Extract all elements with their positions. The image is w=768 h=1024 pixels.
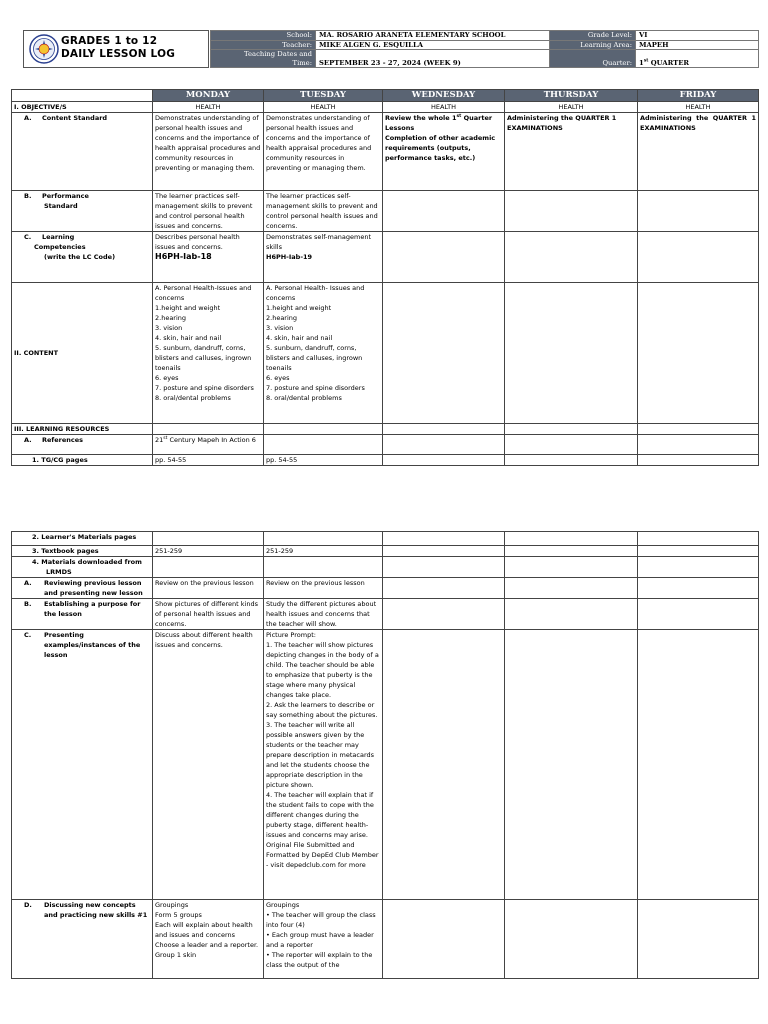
dates-value: SEPTEMBER 23 - 27, 2024 (WEEK 9) [316, 50, 550, 68]
textbook-pages-tuesday: 251-259 [264, 546, 383, 557]
day-header-blank [12, 90, 153, 102]
school-info-table [210, 30, 759, 68]
tg-pages-tuesday: pp. 54-55 [264, 455, 383, 466]
content-label: II. CONTENT [12, 283, 153, 424]
discussing-label: D. Discussing new concepts and practicing new skills #1 [12, 900, 153, 979]
textbook-pages-label: 3. Textbook pages [12, 546, 153, 557]
content-standard-tuesday: Demonstrates understanding of personal health issues and concerns and the importance of health appraisal procedures and community resources in preventing or managing them. [264, 113, 383, 191]
subject-friday: HEALTH [638, 102, 759, 113]
tg-pages-monday: pp. 54-55 [153, 455, 264, 466]
purpose-monday: Show pictures of different kinds of personal health issues and concerns. [153, 599, 264, 630]
content-standard-friday: Administering the QUARTER 1 EXAMINATIONS [638, 113, 759, 191]
presenting-label: C. Presenting examples/instances of the lesson [12, 630, 153, 900]
lesson-log-table-page1 [11, 89, 759, 466]
textbook-pages-monday: 251-259 [153, 546, 264, 557]
grade-label: Grade Level: [550, 31, 636, 41]
header-title-line2: DAILY LESSON LOG [61, 48, 176, 60]
quarter-value: 1st QUARTER [636, 50, 759, 68]
content-standard-monday: Demonstrates understanding of personal health issues and concerns and the importance of health appraisal procedures and community resources in preventing or managing them. [153, 113, 264, 191]
area-label: Learning Area: [550, 40, 636, 50]
references-wednesday [383, 435, 505, 455]
content-wednesday [383, 283, 505, 424]
subject-tuesday: HEALTH [264, 102, 383, 113]
day-header-wednesday: WEDNESDAY [383, 90, 505, 102]
purpose-label: B. Establishing a purpose for the lesson [12, 599, 153, 630]
review-label: A. Reviewing previous lesson and presenting new lesson [12, 578, 153, 599]
content-standard-thursday: Administering the QUARTER 1 EXAMINATIONS [505, 113, 638, 191]
objectives-label: I. OBJECTIVE/S [12, 102, 153, 113]
quarter-label: Quarter: [550, 50, 636, 68]
day-header-tuesday: TUESDAY [264, 90, 383, 102]
day-header-friday: FRIDAY [638, 90, 759, 102]
lm-pages-label: 2. Learner's Materials pages [12, 532, 153, 546]
discussing-monday: Groupings Form 5 groups Each will explain about health and issues and concerns Choose a leader and a reporter. Group 1 skin [153, 900, 264, 979]
subject-wednesday: HEALTH [383, 102, 505, 113]
day-header-monday: MONDAY [153, 90, 264, 102]
lesson-log-table-page2 [11, 531, 759, 979]
content-standard-wednesday: Review the whole 1st Quarter Lessons Completion of other academic requirements (outputs, performance tasks, etc.) [383, 113, 505, 191]
content-tuesday: A. Personal Health- Issues and concerns 1.height and weight 2.hearing 3. vision 4. skin, hair and nail 5. sunburn, dandruff, corns, blisters and calluses, ingrown toenails 6. eyes 7. posture and spine disorders 8. oral/dental problems [264, 283, 383, 424]
school-value: MA. ROSARIO ARANETA ELEMENTARY SCHOOL [316, 31, 550, 41]
lrmds-label: 4. Materials downloaded from LRMDS [12, 557, 153, 578]
teacher-value: MIKE ALGEN G. ESQUILLA [316, 40, 550, 50]
purpose-tuesday: Study the different pictures about health issues and concerns that the teacher will show. [264, 599, 383, 630]
review-tuesday: Review on the previous lesson [264, 578, 383, 599]
competencies-friday [638, 232, 759, 283]
presenting-monday: Discuss about different health issues and concerns. [153, 630, 264, 900]
subject-monday: HEALTH [153, 102, 264, 113]
subject-thursday: HEALTH [505, 102, 638, 113]
performance-standard-tuesday: The learner practices self-management skills to prevent and control personal health issues and concerns. [264, 191, 383, 232]
tg-pages-label: 1. TG/CG pages [12, 455, 153, 466]
discussing-tuesday: Groupings • The teacher will group the class into four (4) • Each group must have a leader and a reporter • The reporter will explain to the class the output of the [264, 900, 383, 979]
content-thursday [505, 283, 638, 424]
competencies-monday: Describes personal health issues and concerns. H6PH-Iab-18 [153, 232, 264, 283]
page-1 [0, 0, 768, 478]
day-header-thursday: THURSDAY [505, 90, 638, 102]
competencies-label: C. Learning Competencies (write the LC Code) [12, 232, 153, 283]
resources-label: III. LEARNING RESOURCES [12, 424, 153, 435]
header-title-box [23, 30, 209, 68]
content-friday [638, 283, 759, 424]
performance-standard-wednesday [383, 191, 505, 232]
teacher-label: Teacher: [211, 40, 316, 50]
performance-standard-label: B. Performance Standard [12, 191, 153, 232]
header-title-line1: GRADES 1 to 12 [61, 35, 158, 47]
school-label: School: [211, 31, 316, 41]
competencies-thursday [505, 232, 638, 283]
page-separator [0, 478, 768, 522]
references-thursday [505, 435, 638, 455]
dates-label: Teaching Dates and Time: [211, 50, 316, 68]
competencies-wednesday [383, 232, 505, 283]
references-tuesday [264, 435, 383, 455]
area-value: MAPEH [636, 40, 759, 50]
performance-standard-thursday [505, 191, 638, 232]
header-title [61, 35, 175, 61]
competencies-tuesday: Demonstrates self-management skills H6PH-Iab-19 [264, 232, 383, 283]
content-standard-label: A. Content Standard [12, 113, 153, 191]
performance-standard-friday [638, 191, 759, 232]
references-monday: 21st Century Mapeh In Action 6 [153, 435, 264, 455]
references-friday [638, 435, 759, 455]
references-label: A. References [12, 435, 153, 455]
performance-standard-monday: The learner practices self-management skills to prevent and control personal health issues and concerns. [153, 191, 264, 232]
deped-seal-icon [29, 34, 59, 64]
presenting-tuesday: Picture Prompt: 1. The teacher will show pictures depicting changes in the body of a child. The teacher should be able to emphasize that puberty is the stage where many physical changes take place. 2. Ask the learners to describe or say something about the pictures. 3. The teacher will write all possible answers given by the students or the teacher may prepare description in metacards and let the students choose the appropriate description in the picture shown. 4. The teacher will explain that if the student fails to cope with the different changes during the puberty stage, different health-issues and concerns may arise. Original File Submitted and Formatted by DepEd Club Member - visit depedclub.com for more [264, 630, 383, 900]
grade-value: VI [636, 31, 759, 41]
page-2 [0, 522, 768, 1024]
content-monday: A. Personal Health-Issues and concerns 1.height and weight 2.hearing 3. vision 4. skin, hair and nail 5. sunburn, dandruff, corns, blisters and calluses, ingrown toenails 6. eyes 7. posture and spine disorders 8. oral/dental problems [153, 283, 264, 424]
review-monday: Review on the previous lesson [153, 578, 264, 599]
